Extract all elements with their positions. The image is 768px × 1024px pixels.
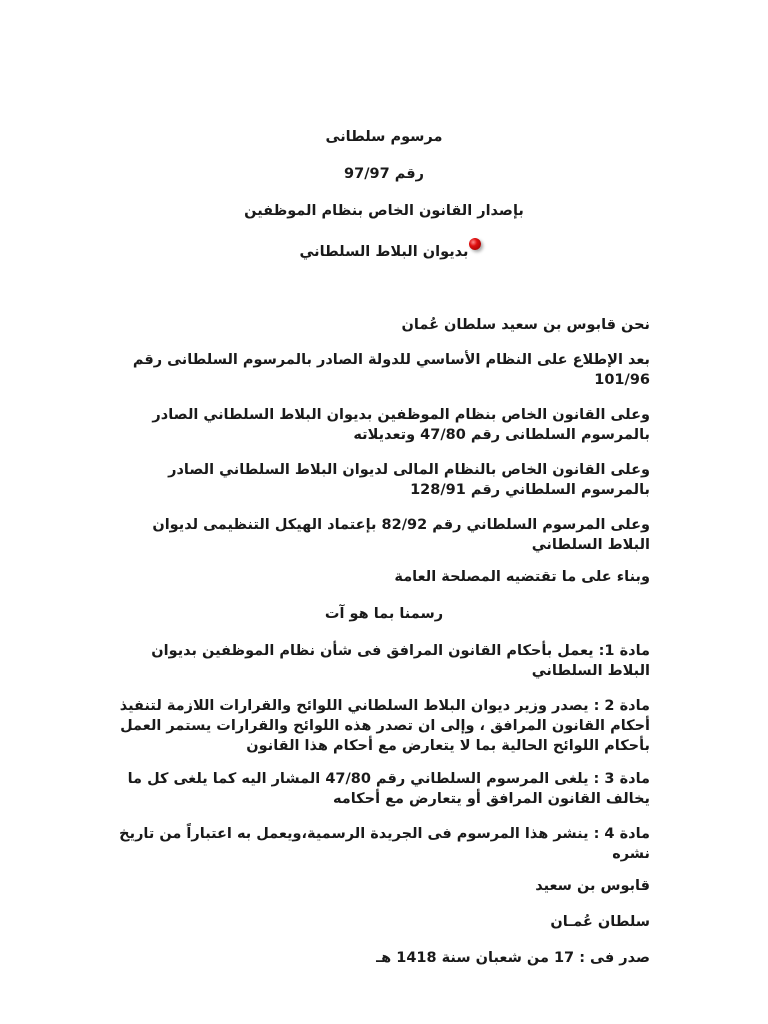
article-1: مادة 1: يعمل بأحكام القانون المرافق فى شأن نظام الموظفين بديوان البلاط السلطاني bbox=[151, 643, 650, 679]
signature-name: قابوس بن سعيد bbox=[535, 878, 650, 894]
preamble-paragraph-3: وعلى القانون الخاص بالنظام المالى لديوان البلاط السلطاني الصادر بالمرسوم السلطاني رقم 128/91 bbox=[168, 462, 650, 498]
article-4: مادة 4 : ينشر هذا المرسوم فى الجريدة الرسمية،ويعمل به اعتباراً من تاريخ نشره bbox=[119, 826, 650, 862]
signature-title: سلطان عُمـان bbox=[550, 914, 650, 930]
decree-subject: بإصدار القانون الخاص بنظام الموظفين bbox=[244, 203, 524, 219]
preamble-paragraph-5: وبناء على ما تقتضيه المصلحة العامة bbox=[394, 569, 650, 585]
issuer-line: نحن قابوس بن سعيد سلطان عُمان bbox=[401, 317, 650, 333]
decree-heading: رسمنا بما هو آت bbox=[324, 606, 444, 622]
decree-number: رقم 97/97 bbox=[344, 166, 424, 182]
decree-title: مرسوم سلطانى bbox=[325, 129, 443, 145]
article-2: مادة 2 : يصدر وزير ديوان البلاط السلطاني اللوائح والقرارات اللازمة لتنفيذ أحكام القانون المرافق ، وإلى ان تصدر هذه اللوائح والقرارات يستمر العمل بأحكام اللوائح الحالية بما لا يتعارض مع أحكام هذا القانون bbox=[119, 698, 650, 754]
preamble-paragraph-2: وعلى القانون الخاص بنظام الموظفين بديوان البلاط السلطاني الصادر بالمرسوم السلطانى رقم 47/80 وتعديلاته bbox=[152, 407, 650, 443]
decree-entity: بديوان البلاط السلطاني bbox=[299, 244, 469, 260]
preamble-paragraph-1: بعد الإطلاع على النظام الأساسي للدولة الصادر بالمرسوم السلطانى رقم 101/96 bbox=[132, 352, 650, 388]
preamble-paragraph-4: وعلى المرسوم السلطاني رقم 82/92 بإعتماد الهيكل التنظيمى لديوان البلاط السلطاني bbox=[152, 517, 650, 553]
article-3: مادة 3 : يلغى المرسوم السلطاني رقم 47/80 المشار اليه كما يلغى كل ما يخالف القانون المرافق أو يتعارض مع أحكامه bbox=[127, 771, 650, 807]
issue-date: صدر فى : 17 من شعبان سنة 1418 هـ bbox=[376, 950, 650, 966]
